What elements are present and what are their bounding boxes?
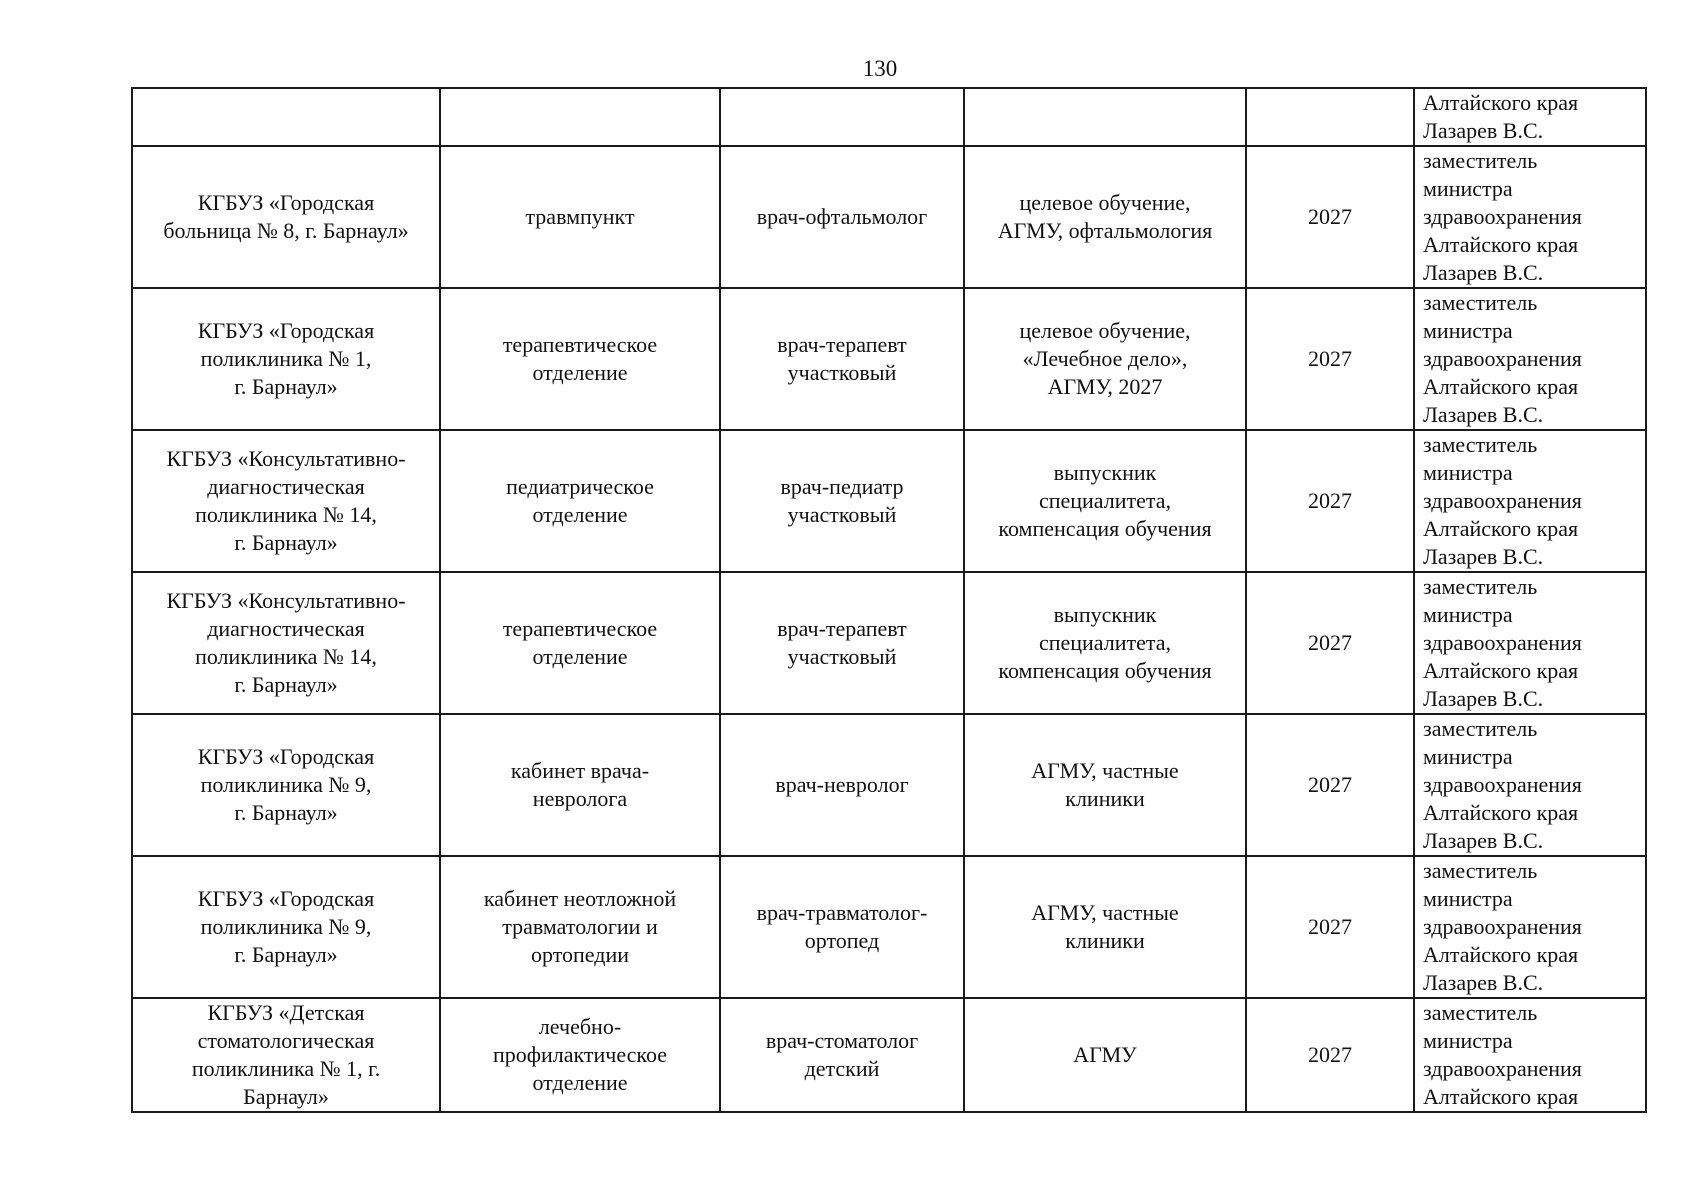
year-cell: 2027 bbox=[1246, 998, 1414, 1112]
year-cell: 2027 bbox=[1246, 714, 1414, 856]
year-cell: 2027 bbox=[1246, 856, 1414, 998]
position-cell: врач-офтальмолог bbox=[720, 146, 964, 288]
position-cell: врач-терапевт участковый bbox=[720, 572, 964, 714]
institution-cell: КГБУЗ «Городская поликлиника № 9, г. Барнаул» bbox=[132, 856, 440, 998]
table-row bbox=[132, 88, 1646, 146]
institution-cell: КГБУЗ «Детская стоматологическая поликлиника № 1, г. Барнаул» bbox=[132, 998, 440, 1112]
year-cell: 2027 bbox=[1246, 288, 1414, 430]
institution-cell bbox=[132, 88, 440, 146]
department-cell: кабинет неотложной травматологии и ортопедии bbox=[440, 856, 720, 998]
responsible-cell: Алтайского края Лазарев В.С. bbox=[1414, 88, 1646, 146]
department-cell: педиатрическое отделение bbox=[440, 430, 720, 572]
source-cell: выпускник специалитета, компенсация обучения bbox=[964, 572, 1246, 714]
table-row bbox=[132, 714, 1646, 856]
position-cell: врач-травматолог- ортопед bbox=[720, 856, 964, 998]
institution-cell: КГБУЗ «Городская поликлиника № 1, г. Барнаул» bbox=[132, 288, 440, 430]
position-cell bbox=[720, 88, 964, 146]
responsible-cell: заместитель министра здравоохранения Алтайского края Лазарев В.С. bbox=[1414, 572, 1646, 714]
table-row bbox=[132, 572, 1646, 714]
department-cell: кабинет врача- невролога bbox=[440, 714, 720, 856]
source-cell: целевое обучение, «Лечебное дело», АГМУ, 2027 bbox=[964, 288, 1246, 430]
year-cell bbox=[1246, 88, 1414, 146]
year-cell: 2027 bbox=[1246, 572, 1414, 714]
source-cell: выпускник специалитета, компенсация обучения bbox=[964, 430, 1246, 572]
year-cell: 2027 bbox=[1246, 146, 1414, 288]
institution-cell: КГБУЗ «Городская больница № 8, г. Барнаул» bbox=[132, 146, 440, 288]
source-cell: АГМУ bbox=[964, 998, 1246, 1112]
page-number: 130 bbox=[862, 56, 898, 81]
department-cell: травмпункт bbox=[440, 146, 720, 288]
department-cell: лечебно- профилактическое отделение bbox=[440, 998, 720, 1112]
institution-cell: КГБУЗ «Городская поликлиника № 9, г. Барнаул» bbox=[132, 714, 440, 856]
positions-table bbox=[131, 87, 1647, 1113]
responsible-cell: заместитель министра здравоохранения Алтайского края Лазарев В.С. bbox=[1414, 714, 1646, 856]
department-cell: терапевтическое отделение bbox=[440, 572, 720, 714]
position-cell: врач-терапевт участковый bbox=[720, 288, 964, 430]
table-row bbox=[132, 856, 1646, 998]
position-cell: врач-невролог bbox=[720, 714, 964, 856]
department-cell: терапевтическое отделение bbox=[440, 288, 720, 430]
source-cell bbox=[964, 88, 1246, 146]
responsible-cell: заместитель министра здравоохранения Алтайского края Лазарев В.С. bbox=[1414, 430, 1646, 572]
responsible-cell: заместитель министра здравоохранения Алтайского края Лазарев В.С. bbox=[1414, 856, 1646, 998]
source-cell: АГМУ, частные клиники bbox=[964, 714, 1246, 856]
institution-cell: КГБУЗ «Консультативно- диагностическая поликлиника № 14, г. Барнаул» bbox=[132, 572, 440, 714]
table-row bbox=[132, 146, 1646, 288]
position-cell: врач-стоматолог детский bbox=[720, 998, 964, 1112]
department-cell bbox=[440, 88, 720, 146]
table-row bbox=[132, 288, 1646, 430]
table-row bbox=[132, 430, 1646, 572]
source-cell: целевое обучение, АГМУ, офтальмология bbox=[964, 146, 1246, 288]
table-row bbox=[132, 998, 1646, 1112]
responsible-cell: заместитель министра здравоохранения Алтайского края Лазарев В.С. bbox=[1414, 146, 1646, 288]
position-cell: врач-педиатр участковый bbox=[720, 430, 964, 572]
responsible-cell: заместитель министра здравоохранения Алтайского края bbox=[1414, 998, 1646, 1112]
institution-cell: КГБУЗ «Консультативно- диагностическая поликлиника № 14, г. Барнаул» bbox=[132, 430, 440, 572]
responsible-cell: заместитель министра здравоохранения Алтайского края Лазарев В.С. bbox=[1414, 288, 1646, 430]
year-cell: 2027 bbox=[1246, 430, 1414, 572]
source-cell: АГМУ, частные клиники bbox=[964, 856, 1246, 998]
